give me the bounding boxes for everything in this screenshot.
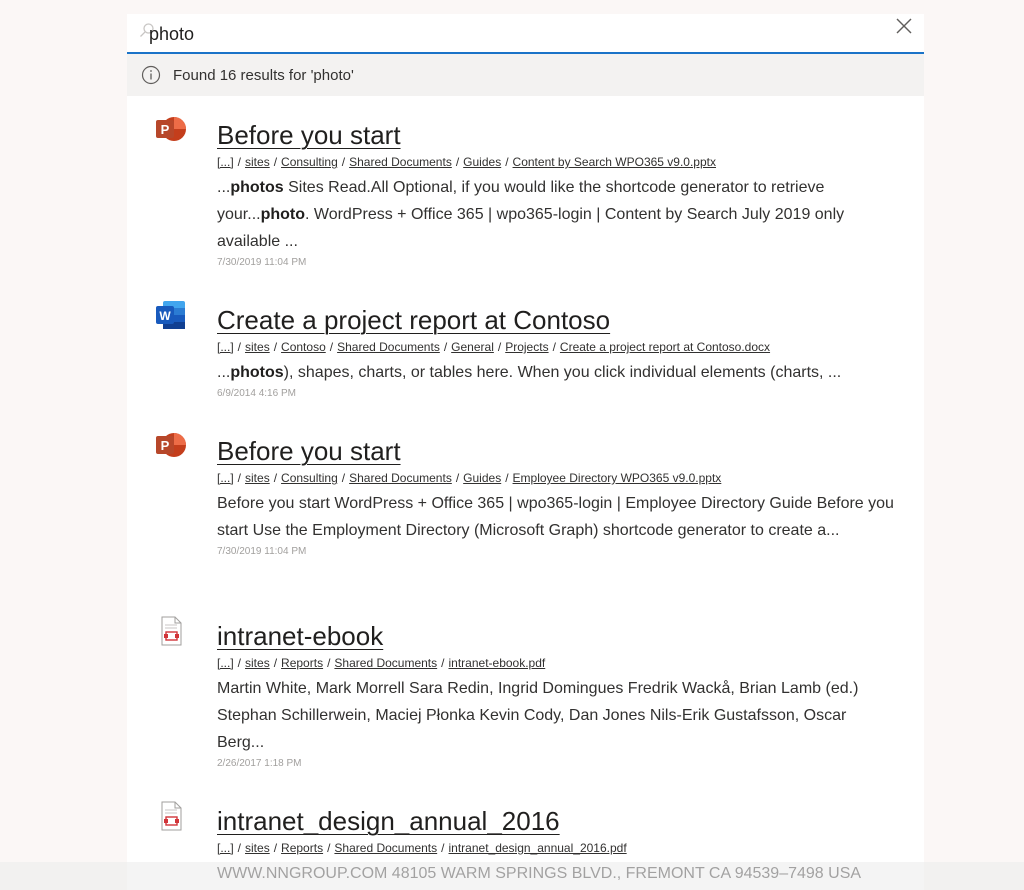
result-snippet [217,359,897,386]
breadcrumb-link[interactable]: Consulting [281,155,338,169]
breadcrumb-separator: / [341,471,346,485]
breadcrumb-link[interactable]: Shared Documents [349,155,452,169]
breadcrumb-link[interactable]: Reports [281,841,324,855]
highlighted-term: photos [230,179,284,196]
breadcrumb-link[interactable]: Shared Documents [349,471,452,485]
word-file-icon [155,299,187,331]
result-date: 2/26/2017 1:18 PM [217,758,302,769]
breadcrumb-link[interactable]: Employee Directory WPO365 v9.0.pptx [512,471,722,485]
breadcrumb-link[interactable]: Shared Documents [337,340,440,354]
breadcrumb-link[interactable]: Guides [463,471,502,485]
breadcrumb-link[interactable]: Content by Search WPO365 v9.0.pptx [512,155,716,169]
result-content [217,303,897,399]
snippet-text: ... [217,364,231,381]
breadcrumb [217,655,897,671]
powerpoint-file-icon [155,114,187,146]
result-content [217,619,897,769]
breadcrumb-link[interactable]: sites [245,471,270,485]
breadcrumb-separator: / [237,155,242,169]
breadcrumb-link[interactable]: Reports [281,656,324,670]
result-content [217,118,897,268]
results-count-text: Found 16 results for 'photo' [173,66,354,84]
pdf-file-icon [155,615,187,647]
snippet-text: Martin White, Mark Morrell Sara Redin, Ingrid Domingues Fredrik Wackå, Brian Lamb (ed.) Stephan Schillerwein, Maciej Płonka Kevin Cody, Dan Jones Nils-Erik Gustafsson, Oscar Berg... [217,680,859,751]
breadcrumb-link[interactable]: Create a project report at Contoso.docx [559,340,771,354]
breadcrumb-link[interactable]: [...] [217,340,234,354]
breadcrumb-separator: / [497,340,502,354]
result-title-link[interactable]: Before you start [217,436,401,466]
breadcrumb-link[interactable]: intranet_design_annual_2016.pdf [448,841,627,855]
breadcrumb-separator: / [552,340,556,354]
breadcrumb-separator: / [327,656,331,670]
snippet-text: ), shapes, charts, or tables here. When you click individual elements (charts, ... [283,364,842,381]
svg-text:P: P [160,122,170,137]
breadcrumb-separator: / [505,471,509,485]
result-snippet [217,490,897,544]
info-icon [141,65,161,85]
highlighted-term: photos [230,364,284,381]
breadcrumb-link[interactable]: sites [245,841,270,855]
breadcrumb [217,154,897,170]
breadcrumb-link[interactable]: Guides [463,155,502,169]
close-icon[interactable] [894,16,914,36]
breadcrumb-separator: / [237,340,242,354]
svg-text:W: W [159,309,171,323]
result-content [217,434,897,557]
breadcrumb-separator: / [273,340,278,354]
breadcrumb-separator: / [441,841,445,855]
breadcrumb-separator: / [327,841,331,855]
result-date: 6/9/2014 4:16 PM [217,388,296,399]
snippet-text: ... [217,179,231,196]
breadcrumb-separator: / [273,471,278,485]
search-input[interactable] [149,20,869,48]
breadcrumb-link[interactable]: [...] [217,656,234,670]
breadcrumb-link[interactable]: Projects [505,340,549,354]
breadcrumb-link[interactable]: [...] [217,155,234,169]
breadcrumb-separator: / [455,471,460,485]
breadcrumb-separator: / [273,656,278,670]
breadcrumb-separator: / [443,340,448,354]
breadcrumb-separator: / [329,340,334,354]
snippet-text: Before you start WordPress + Office 365 | wpo365-login | Employee Directory Guide Before you start Use the Employment Directory (Microsoft Graph) shortcode generator to create a... [217,495,894,539]
breadcrumb-separator: / [505,155,509,169]
breadcrumb-link[interactable]: sites [245,656,270,670]
breadcrumb-separator: / [237,471,242,485]
result-snippet [217,675,897,756]
results-info-bar [127,54,924,96]
breadcrumb-separator: / [441,656,445,670]
result-title-link[interactable]: Before you start [217,120,401,150]
breadcrumb-link[interactable]: intranet-ebook.pdf [448,656,546,670]
result-title-link[interactable]: intranet_design_annual_2016 [217,806,560,836]
breadcrumb-link[interactable]: Shared Documents [334,656,438,670]
result-title-link[interactable]: Create a project report at Contoso [217,305,611,335]
breadcrumb-separator: / [455,155,460,169]
result-date: 7/30/2019 11:04 PM [217,546,307,557]
breadcrumb-separator: / [273,841,278,855]
breadcrumb [217,339,897,355]
breadcrumb-separator: / [273,155,278,169]
breadcrumb-link[interactable]: sites [245,340,270,354]
breadcrumb-link[interactable]: General [451,340,494,354]
result-title-link[interactable]: intranet-ebook [217,621,384,651]
breadcrumb-separator: / [341,155,346,169]
search-panel [127,14,924,890]
pdf-file-icon [155,800,187,832]
bottom-scroll-strip [0,862,1024,890]
snippet-text: Sites Read.All Optional, if you would like the shortcode generator to retrieve your... [217,179,825,223]
breadcrumb-separator: / [237,656,242,670]
result-snippet [217,174,897,255]
breadcrumb-link[interactable]: sites [245,155,270,169]
svg-text:P: P [160,438,170,453]
highlighted-term: photo [260,206,305,223]
breadcrumb [217,470,897,486]
breadcrumb [217,840,897,856]
breadcrumb-separator: / [237,841,242,855]
result-date: 7/30/2019 11:04 PM [217,257,307,268]
search-bar [127,14,924,54]
breadcrumb-link[interactable]: Contoso [281,340,326,354]
breadcrumb-link[interactable]: [...] [217,471,234,485]
breadcrumb-link[interactable]: Consulting [281,471,338,485]
breadcrumb-link[interactable]: [...] [217,841,234,855]
snippet-text: . WordPress + Office 365 | wpo365-login | Content by Search July 2019 only available ... [217,206,845,250]
breadcrumb-link[interactable]: Shared Documents [334,841,438,855]
powerpoint-file-icon [155,430,187,462]
